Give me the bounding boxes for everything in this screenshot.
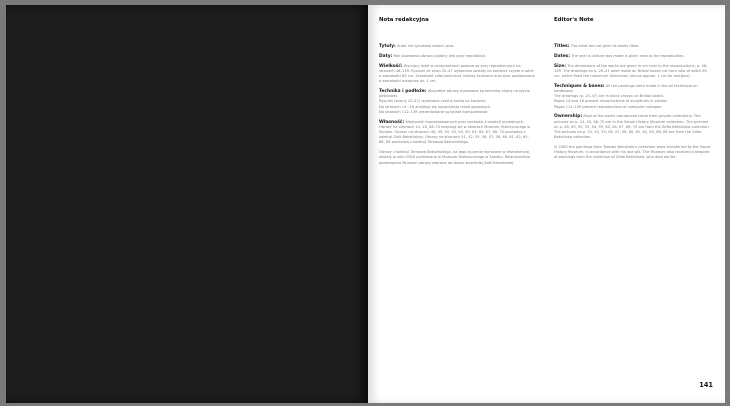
note-paragraph xyxy=(554,145,712,161)
note-paragraph xyxy=(379,54,535,59)
note-paragraph xyxy=(379,64,535,85)
page-number: 141 xyxy=(699,381,713,389)
note-line: Pages 14 and 16 present reproductions of sculptures in plaster. xyxy=(554,99,668,104)
note-text: All the paintings were made in the oil technique on hardboard. xyxy=(554,83,698,93)
note-text: Wszystkie obrazy malowane są techniką olejną na płycie pilśniowej. xyxy=(379,89,530,99)
note-paragraph xyxy=(379,120,535,146)
note-text: Autor nie tytułował swoich prac. xyxy=(395,44,455,48)
note-paragraph xyxy=(379,44,535,49)
note-paragraph xyxy=(554,64,712,80)
note-text: In 2000 the paintings from Tomasz Beksiński's collection were transferred to the Sanok History Museum, in accordance with his last will. The Museum also received a bequest of paintings from the collection of Zofia Beksińska, who died earlier. xyxy=(554,145,711,160)
note-line: Rysunki (strony 20–47) wykonane czarną kredą na kartonie. xyxy=(379,99,487,104)
english-column xyxy=(554,17,712,165)
note-paragraph xyxy=(554,114,712,140)
note-keyword: Ownership: xyxy=(554,114,583,120)
note-paragraph xyxy=(379,150,535,166)
note-text: Obrazy z kolekcji Tomasza Beksińskiego, na jego życzenie wyrażone w testamencie, zostały w roku 2000 przekazane w Muzeum Historycznego w Sanoku. Równocześnie podarowano Muzeum obrazy zebrane do zbioru wcześniej Zofii Beksińskiej. xyxy=(379,150,531,165)
note-keyword: Daty: xyxy=(379,53,393,59)
note-line: The drawings (p. 20–47) are in black crayon on Bristol board. xyxy=(554,94,664,99)
note-text: The year a picture was made is given next to the reproduction. xyxy=(570,53,685,58)
note-keyword: Dates: xyxy=(554,53,571,59)
polish-column xyxy=(379,17,535,170)
note-keyword: Własność: xyxy=(379,119,405,125)
note-keyword: Techniques & bases: xyxy=(554,83,605,89)
left-page-blank xyxy=(6,5,368,403)
note-line: Na stronach 112–139 prezentowane są kolaże komputerowe. xyxy=(379,109,489,114)
note-keyword: Wielkość: xyxy=(379,63,403,69)
note-text: The artist did not give his works titles. xyxy=(569,44,640,48)
right-page xyxy=(368,5,725,403)
note-text: Większość reprodukowanych prac pochodzi z kolekcji prywatnych. Obrazy na stronach 14, 16, 48–70 znajdują się w zbiorach Muzeum Historycznego w Sanoku. Obrazy na stronach 48, 49, 50, 53, 54, 59, 63, 64, 67, 68, 70 pochodzą z kolekcji Zofii Beksińskiej. Obrazy na stronach 51, 52, 55, 56, 57, 58, 60, 61, 62, 65, 66, 69 pochodzą z kolekcji Tomasza Beksińskiego. xyxy=(379,119,531,145)
note-keyword: Technika i podłoże: xyxy=(379,89,427,94)
heading-polish: Nota redakcyjna xyxy=(379,17,429,23)
note-text: Wymiary dzieł w centymetrach podane są przy reprodukcjach na stronach 48–139. Rysunki ze stron 20–47 wykonane zostały na kartonie czyste o szkle o szerokości 65 cm. Szerokość całej kostrukcji między ścianami oraz było powiększone o szerokości margines ok. 1 cm. xyxy=(379,63,535,84)
note-line: Pages 112–139 present reproductions of computer collages. xyxy=(554,104,663,109)
note-keyword: Titles: xyxy=(554,44,570,49)
note-text: Most of the works reproduced come from private collections. The pictures on p. 14, 16, 48–70 are in the Sanok History Museum collection. The pictures on p. 48, 49, 50, 53, 54, 59, 63, 64, 67, 68, 70 are from the Zofia Beksińska collection. The pictures on p. 51, 52, 55, 56, 57, 58, 60, 61, 62, 65, 66, 69 are from the Zofia Beksińska collection. xyxy=(554,114,710,140)
note-keyword: Size: xyxy=(554,63,566,69)
heading-english: Editor's Note xyxy=(554,17,594,23)
note-keyword: Tytuły: xyxy=(379,44,396,49)
note-paragraph xyxy=(554,44,712,49)
note-paragraph xyxy=(554,84,712,110)
note-text: Rok powstania obrazu podany jest przy reprodukcji. xyxy=(392,53,487,58)
note-paragraph xyxy=(379,89,535,115)
note-paragraph xyxy=(554,54,712,59)
note-text: The dimensions of the works are given in cm next to the reproductions, p. 48–139. The drawings on p. 20–47 were made on Bristol board cut from rolls of width 65 cm, which fixed the maximum dimension (minus approx. 1 cm for margins). xyxy=(554,63,708,78)
note-line: Na stronach 14 i 16 znajdują się reprodukcje rzeźb gipsowych. xyxy=(379,104,492,109)
